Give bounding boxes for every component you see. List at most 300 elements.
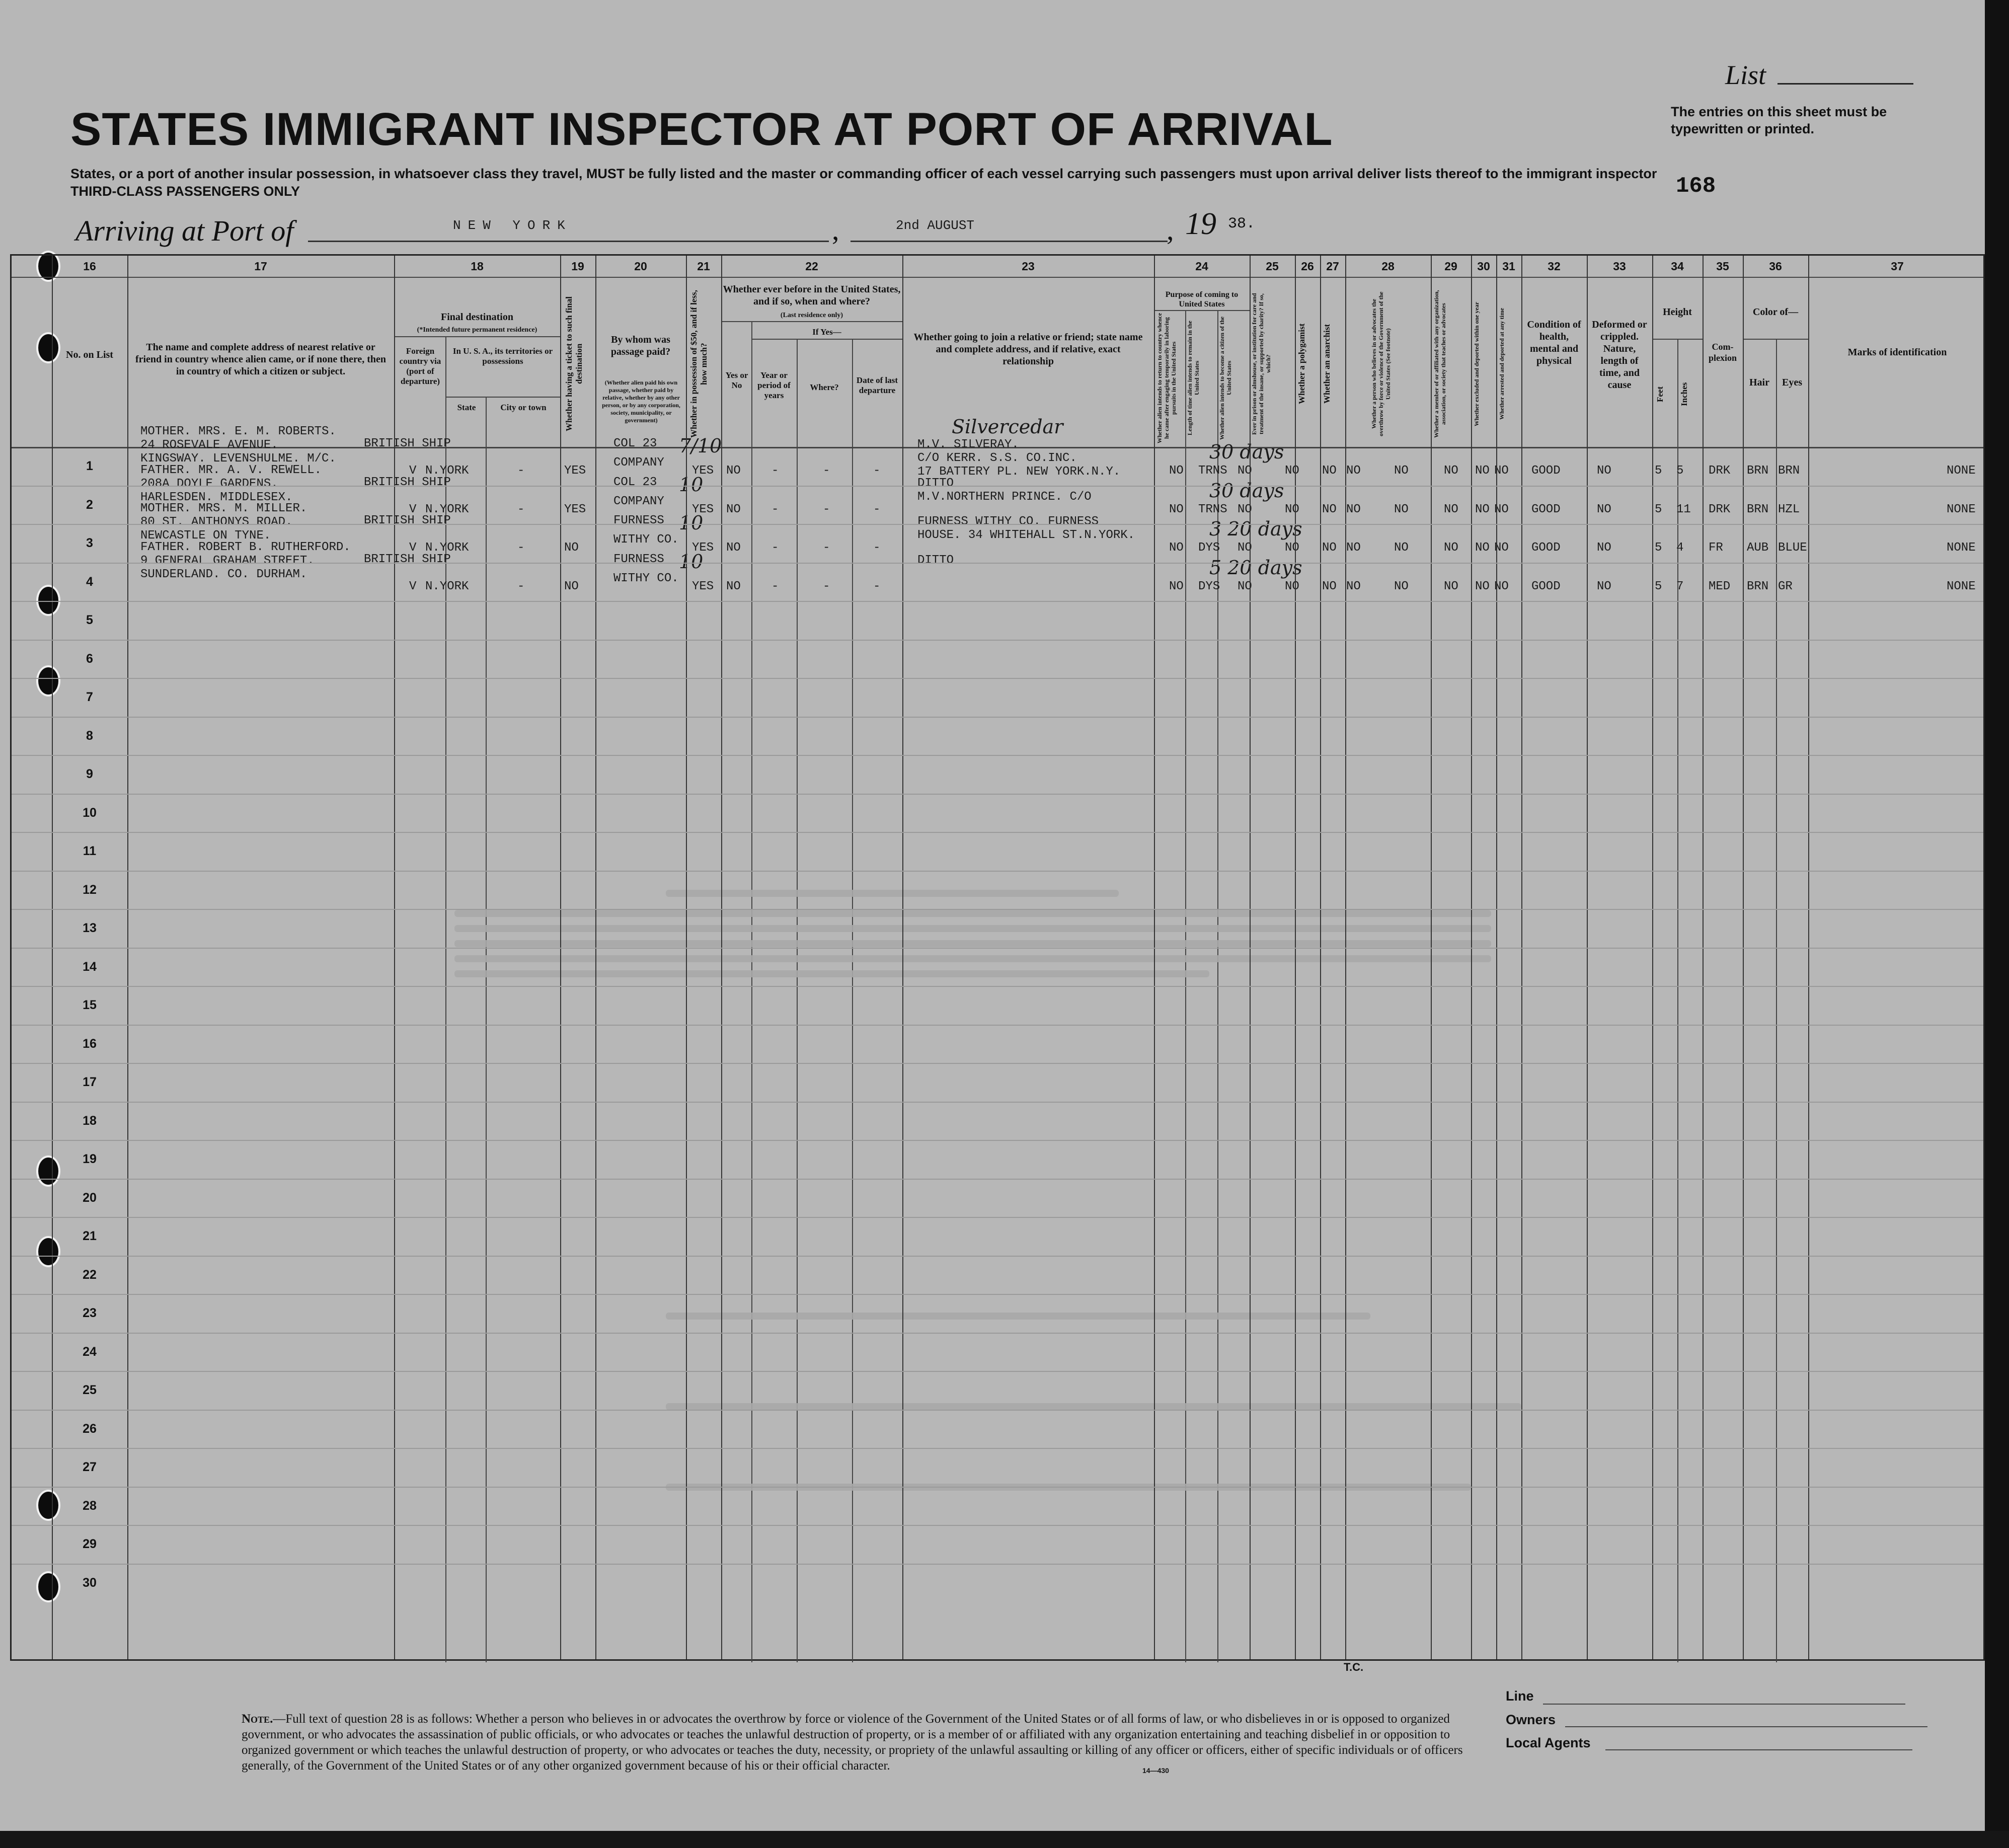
- form-number: 14—430: [1142, 1766, 1169, 1775]
- relative-line: 24 ROSEVALE AVENUE.: [140, 438, 278, 452]
- col-number: 29: [1444, 260, 1457, 273]
- agents-label: Local Agents: [1506, 1735, 1591, 1750]
- list-label: List: [1725, 60, 1766, 90]
- row-number: 9: [86, 767, 93, 782]
- year-period-value: -: [771, 541, 779, 555]
- foreign-country: BRITISH SHIP: [364, 437, 451, 450]
- height-feet: 5: [1655, 579, 1662, 593]
- sub-rule: [1776, 339, 1777, 1662]
- header-purpose-citizen: Whether alien intends to become a citizen of the United States: [1218, 316, 1232, 440]
- sub-rule: [394, 336, 560, 337]
- row-number: 6: [86, 651, 93, 666]
- row-rule: [12, 755, 1983, 756]
- money-value: YES: [692, 464, 714, 478]
- header-prison: Ever in prison or almshouse, or institution for care and treatment of the insane, or supported by charity? If so, which?: [1251, 293, 1272, 435]
- ticket-value: NO: [564, 579, 579, 593]
- row-number: 20: [83, 1190, 97, 1205]
- destination-city: -: [517, 464, 525, 478]
- col-number: 23: [1022, 260, 1035, 273]
- col-number: 37: [1891, 260, 1904, 273]
- q29-value: NO: [1444, 579, 1458, 593]
- money-handwritten: 10: [679, 473, 704, 496]
- height-feet: 5: [1655, 541, 1662, 555]
- where-value: -: [823, 464, 830, 478]
- hair-value: BRN: [1747, 502, 1769, 516]
- departure-value: -: [873, 502, 881, 516]
- marks-value: NONE: [1947, 541, 1976, 555]
- row-number: 14: [83, 959, 97, 974]
- where-value: -: [823, 579, 830, 593]
- row-rule: [12, 1025, 1983, 1026]
- date-line: [851, 241, 1168, 242]
- year-prefix: 19: [1185, 207, 1216, 241]
- bleed-through: [454, 940, 1491, 947]
- relative-line: KINGSWAY. LEVENSHULME. M/C.: [140, 452, 336, 466]
- purpose-citizen: NO: [1238, 502, 1252, 516]
- header-purpose: Purpose of coming to United States: [1165, 290, 1239, 309]
- row-number: 16: [83, 1036, 97, 1051]
- purpose-length: TRNS: [1198, 464, 1227, 478]
- row-number: 15: [83, 998, 97, 1013]
- condition-value: GOOD: [1531, 579, 1561, 593]
- relative-line: MOTHER. MRS. E. M. ROBERTS.: [140, 425, 336, 438]
- header-join-relative: Whether going to join a relative or friend; state name and complete address, and if relative, exact relationship: [913, 332, 1143, 367]
- agents-rule: [1605, 1749, 1912, 1750]
- eyes-value: BLUE: [1778, 541, 1807, 555]
- q31-value: NO: [1494, 502, 1509, 516]
- header-deformed: Deformed or crippled. Nature, length of time, and cause: [1592, 319, 1647, 391]
- header-no-on-list: No. on List: [66, 349, 113, 360]
- header-purpose-return: Whether alien intends to return to country whence he came after engaging temporarily in laboring pursuits in the United States: [1156, 313, 1177, 443]
- condition-value: GOOD: [1531, 464, 1561, 478]
- header-ever-before: Whether ever before in the United States, and if so, when and where?: [723, 284, 901, 307]
- header-where: Where?: [810, 382, 839, 392]
- complexion-value: DRK: [1709, 502, 1731, 516]
- q28-value: NO: [1394, 502, 1409, 516]
- header-passage-note: (Whether alien paid his own passage, whether paid by relative, whether by any other person, or by any corporation, society, municipality, or government): [602, 379, 680, 424]
- sub-rule: [751, 321, 752, 1662]
- purpose-length: DYS: [1198, 541, 1220, 555]
- row-rule: [12, 640, 1983, 641]
- row-number: 23: [83, 1306, 97, 1321]
- header-date-last-departure: Date of last departure: [856, 375, 898, 395]
- relative-line: SUNDERLAND. CO. DURHAM.: [140, 567, 307, 581]
- marks-value: NONE: [1947, 502, 1976, 516]
- header-feet: Feet: [1655, 386, 1665, 402]
- destination-state: N.YORK: [425, 541, 469, 555]
- money-handwritten: 7/10: [679, 435, 722, 457]
- header-final-destination-note: (*Intended future permanent residence): [417, 326, 537, 334]
- port-line: [308, 241, 829, 242]
- eyes-value: HZL: [1778, 502, 1800, 516]
- owners-label: Owners: [1506, 1712, 1556, 1727]
- row-number: 22: [83, 1267, 97, 1282]
- sub-rule: [1743, 339, 1808, 340]
- scan-edge: [1985, 0, 2009, 1848]
- bleed-through: [666, 890, 1119, 897]
- marks-value: NONE: [1947, 464, 1976, 478]
- col-number: 31: [1502, 260, 1515, 273]
- purpose-citizen: NO: [1238, 464, 1252, 478]
- header-yes-or-no: Yes or No: [725, 370, 748, 390]
- height-inches: 5: [1676, 464, 1684, 478]
- header-height: Height: [1663, 306, 1692, 318]
- page-title: STATES IMMIGRANT INSPECTOR AT PORT OF ARRIVAL: [70, 104, 1333, 155]
- header-usa: In U. S. A., its territories or possessions: [452, 346, 553, 366]
- footnote-text: —Full text of question 28 is as follows: Whether a person who believes in or advocates the overthrow by force or violence of the Government of the United States or of all forms of law, or who disbelieves in or is opposed to organized government, or who advocates the assassination of public officials, or who advocates or teaches the unlawful destruction of property, or is a member of or affiliated with any organization entertaining and teaching disbelief in or opposition to organized government or which teaches the unlawful destruction of property, or who advocates or teaches the duty, necessity, or propriety of the unlawful assaulting or killing of any officer or officers, either of specific individuals or of officers generally, of the Government of the United States or of any other organized government because of his or their official character.: [242, 1712, 1463, 1773]
- row-rule: [12, 678, 1983, 679]
- row-rule: [12, 524, 1983, 525]
- complexion-value: FR: [1709, 541, 1723, 555]
- eyes-value: GR: [1778, 579, 1793, 593]
- col-number: 18: [471, 260, 484, 273]
- col-number: 27: [1326, 260, 1339, 273]
- complexion-value: DRK: [1709, 464, 1731, 478]
- purpose-length: DYS: [1198, 579, 1220, 593]
- join-line: M.V. SILVERAY.: [917, 438, 1019, 451]
- relative-line: 80 ST. ANTHONYS ROAD.: [140, 515, 293, 529]
- foreign-country: BRITISH SHIP: [364, 475, 451, 489]
- row-rule: [12, 1179, 1983, 1180]
- header-q31: Whether arrested and deported at any time: [1498, 307, 1505, 420]
- row-rule: [12, 1448, 1983, 1449]
- row-rule: [12, 563, 1983, 564]
- foreign-sub: V: [409, 464, 417, 478]
- passage-line: COL 23: [613, 437, 657, 450]
- q31-value: NO: [1494, 464, 1509, 478]
- ever-before-value: NO: [726, 464, 741, 478]
- sub-rule: [852, 339, 853, 1662]
- purpose-citizen: NO: [1238, 541, 1252, 555]
- relative-line: HARLESDEN. MIDDLESEX.: [140, 490, 293, 504]
- destination-city: -: [517, 502, 525, 516]
- row-number: 12: [83, 882, 97, 897]
- passage-line: WITHY CO.: [613, 571, 679, 585]
- owners-rule: [1565, 1726, 1927, 1727]
- join-line: DITTO: [917, 476, 954, 490]
- condition-value: GOOD: [1531, 502, 1561, 516]
- hair-value: BRN: [1747, 464, 1769, 478]
- class-line: THIRD-CLASS PASSENGERS ONLY: [70, 184, 300, 199]
- ever-before-value: NO: [726, 502, 741, 516]
- money-value: YES: [692, 579, 714, 593]
- passage-line: WITHY CO.: [613, 533, 679, 547]
- row-number: 11: [83, 844, 97, 859]
- relative-line: 9 GENERAL GRAHAM STREET.: [140, 554, 315, 568]
- header-relative: The name and complete address of nearest relative or friend in country whence alien came, or if none there, then in country of which a citizen or subject.: [135, 342, 387, 377]
- ticket-value: YES: [564, 502, 586, 516]
- departure-value: -: [873, 579, 881, 593]
- height-inches: 11: [1676, 502, 1691, 516]
- col-number: 28: [1381, 260, 1395, 273]
- header-ever-before-note: (Last residence only): [780, 312, 843, 319]
- q30-value: NO: [1475, 541, 1490, 555]
- length-handwritten: 5 20 days: [1209, 556, 1302, 579]
- header-q28: Whether a person who believes in or advocates the overthrow by force or violence of the Government of the United States (See footnote): [1370, 291, 1392, 436]
- ever-before-value: NO: [726, 579, 741, 593]
- header-q30: Whether excluded and deported within one year: [1473, 301, 1480, 426]
- join-line: C/O KERR. S.S. CO.INC.: [917, 451, 1077, 465]
- row-rule: [12, 1217, 1983, 1218]
- passage-line: FURNESS: [613, 552, 664, 566]
- sub-rule: [797, 339, 798, 1662]
- row-rule: [12, 1333, 1983, 1334]
- row-rule: [12, 1294, 1983, 1295]
- header-possession-50: Whether in possession of $50, and if less, how much?: [689, 290, 709, 438]
- prison-value: NO: [1285, 541, 1299, 555]
- row-rule: [12, 1487, 1983, 1488]
- q31-value: NO: [1494, 541, 1509, 555]
- foreign-sub: V: [409, 502, 417, 516]
- header-year-period: Year or period of years: [757, 370, 791, 400]
- anarchist-value: NO: [1346, 502, 1361, 516]
- header-inches: Inches: [1679, 382, 1689, 406]
- sub-rule: [751, 339, 902, 340]
- join-line: 17 BATTERY PL. NEW YORK.N.Y.: [917, 465, 1121, 479]
- passage-line: COMPANY: [613, 456, 664, 470]
- row-rule: [12, 1256, 1983, 1257]
- money-value: YES: [692, 541, 714, 555]
- page-subtitle: States, or a port of another insular possession, in whatsoever class they travel, MUST be fully listed and the master or commanding officer of each vessel carrying such passengers must upon arrival deliver lists thereof to the immigrant inspector: [70, 166, 1657, 181]
- purpose-citizen: NO: [1238, 579, 1252, 593]
- sub-rule: [445, 336, 446, 1662]
- year-period-value: -: [771, 502, 779, 516]
- ticket-value: YES: [564, 464, 586, 478]
- bleed-through: [454, 970, 1209, 977]
- height-inches: 4: [1676, 541, 1684, 555]
- row-rule: [12, 832, 1983, 833]
- year-period-value: -: [771, 464, 779, 478]
- destination-city: -: [517, 579, 525, 593]
- row-number: 28: [83, 1498, 97, 1513]
- relative-line: NEWCASTLE ON TYNE.: [140, 529, 271, 543]
- q30-value: NO: [1475, 464, 1490, 478]
- entries-note: The entries on this sheet must be typewritten or printed.: [1671, 104, 1887, 136]
- departure-value: -: [873, 464, 881, 478]
- row-number: 29: [83, 1537, 97, 1552]
- join-line: HOUSE. 34 WHITEHALL ST.N.YORK.: [917, 528, 1135, 542]
- header-eyes: Eyes: [1782, 377, 1802, 388]
- anarchist-value: NO: [1346, 579, 1361, 593]
- sub-rule: [721, 321, 902, 322]
- prison-value: NO: [1285, 502, 1299, 516]
- sub-rule: [445, 397, 560, 398]
- bleed-through: [454, 955, 1491, 962]
- year-suffix: 38.: [1228, 215, 1256, 233]
- row-number: 10: [83, 805, 97, 820]
- passage-line: FURNESS: [613, 514, 664, 527]
- polygamist-value: NO: [1322, 502, 1337, 516]
- row-rule: [12, 1140, 1983, 1141]
- passage-line: COL 23: [613, 475, 657, 489]
- purpose-return: NO: [1169, 541, 1184, 555]
- row-number: 21: [83, 1229, 97, 1244]
- header-anarchist: Whether an anarchist: [1322, 324, 1332, 404]
- join-line: FURNESS WITHY CO. FURNESS: [917, 515, 1099, 528]
- q30-value: NO: [1475, 579, 1490, 593]
- col-number: 21: [697, 260, 710, 273]
- sub-rule: [1677, 339, 1678, 1662]
- deformed-value: NO: [1597, 579, 1611, 593]
- deformed-value: NO: [1597, 464, 1611, 478]
- header-polygamist: Whether a polygamist: [1297, 323, 1306, 405]
- foreign-sub: V: [409, 579, 417, 593]
- relative-line: MOTHER. MRS. M. MILLER.: [140, 502, 307, 515]
- col-number: 25: [1266, 260, 1279, 273]
- comma-mark: ,: [1167, 213, 1174, 246]
- row-number: 25: [83, 1383, 97, 1398]
- header-city: City or town: [500, 403, 547, 412]
- row-rule: [12, 909, 1983, 910]
- row-number: 17: [83, 1075, 97, 1090]
- row-rule: [12, 1525, 1983, 1526]
- year-period-value: -: [771, 579, 779, 593]
- date-value: 2nd AUGUST: [896, 218, 975, 233]
- col-number: 24: [1195, 260, 1208, 273]
- length-handwritten: 30 days: [1209, 479, 1284, 502]
- row-rule: [12, 1371, 1983, 1372]
- length-handwritten: 30 days: [1209, 441, 1284, 463]
- sheet-number: 168: [1676, 174, 1716, 199]
- row-rule: [12, 1102, 1983, 1103]
- header-marks: Marks of identification: [1847, 347, 1947, 358]
- deformed-value: NO: [1597, 502, 1611, 516]
- foreign-sub: V: [409, 541, 417, 555]
- row-rule: [12, 486, 1983, 487]
- row-rule: [12, 986, 1983, 987]
- bleed-through: [454, 925, 1491, 932]
- header-ticket: Whether having a ticket to such final destination: [564, 296, 584, 431]
- join-line: M.V.NORTHERN PRINCE. C/O: [917, 490, 1092, 504]
- comma-mark: ,: [832, 213, 839, 246]
- manifest-table: [10, 254, 1985, 1661]
- header-state: State: [457, 403, 476, 412]
- eyes-value: BRN: [1778, 464, 1800, 478]
- q28-value: NO: [1394, 464, 1409, 478]
- header-if-yes: If Yes—: [812, 327, 841, 337]
- q31-value: NO: [1494, 579, 1509, 593]
- destination-city: -: [517, 541, 525, 555]
- complexion-value: MED: [1709, 579, 1731, 593]
- col-number: 19: [571, 260, 584, 273]
- polygamist-value: NO: [1322, 541, 1337, 555]
- money-value: YES: [692, 502, 714, 516]
- row-number: 24: [83, 1344, 97, 1359]
- tc-mark: T.C.: [1344, 1661, 1364, 1673]
- join-line: DITTO: [917, 553, 954, 567]
- column-number-rule: [12, 277, 1983, 278]
- prison-value: NO: [1285, 464, 1299, 478]
- height-inches: 7: [1676, 579, 1684, 593]
- row-number: 1: [86, 459, 93, 474]
- bleed-through: [454, 910, 1491, 917]
- relative-line: FATHER. MR. A. V. REWELL.: [140, 463, 322, 477]
- hair-value: BRN: [1747, 579, 1769, 593]
- anarchist-value: NO: [1346, 464, 1361, 478]
- header-hair: Hair: [1749, 377, 1769, 388]
- row-number: 4: [86, 574, 93, 589]
- row-number: 7: [86, 690, 93, 705]
- destination-state: N.YORK: [425, 502, 469, 516]
- sub-rule: [486, 397, 487, 1662]
- port-value: NEW YORK: [453, 218, 572, 233]
- destination-state: N.YORK: [425, 579, 469, 593]
- ever-before-value: NO: [726, 541, 741, 555]
- row-number: 27: [83, 1460, 97, 1475]
- q30-value: NO: [1475, 502, 1490, 516]
- q28-value: NO: [1394, 541, 1409, 555]
- line-label: Line: [1506, 1688, 1534, 1704]
- header-condition: Condition of health, mental and physical: [1527, 319, 1581, 366]
- q29-value: NO: [1444, 541, 1458, 555]
- row-rule: [12, 794, 1983, 795]
- height-feet: 5: [1655, 464, 1662, 478]
- list-number-line: [1778, 83, 1913, 85]
- row-rule: [12, 948, 1983, 949]
- col-number: 20: [634, 260, 647, 273]
- row-number: 8: [86, 728, 93, 743]
- destination-state: N.YORK: [425, 464, 469, 478]
- foreign-country: BRITISH SHIP: [364, 552, 451, 566]
- polygamist-value: NO: [1322, 464, 1337, 478]
- relative-line: 208A DOYLE GARDENS.: [140, 477, 278, 491]
- footnote-label: Note.: [242, 1712, 273, 1726]
- purpose-length: TRNS: [1198, 502, 1227, 516]
- purpose-return: NO: [1169, 502, 1184, 516]
- row-rule: [12, 717, 1983, 718]
- height-feet: 5: [1655, 502, 1662, 516]
- col-number: 36: [1769, 260, 1782, 273]
- arriving-label: Arriving at Port of: [75, 214, 294, 247]
- col-number: 26: [1301, 260, 1314, 273]
- row-rule: [12, 1063, 1983, 1064]
- length-handwritten: 3 20 days: [1209, 518, 1302, 540]
- footnote: [242, 1711, 1490, 1774]
- prison-value: NO: [1285, 579, 1299, 593]
- row-number: 30: [83, 1575, 97, 1590]
- header-final-destination: Final destination: [441, 312, 513, 323]
- money-handwritten: 10: [679, 512, 704, 534]
- departure-value: -: [873, 541, 881, 555]
- col-number: 34: [1671, 260, 1684, 273]
- anarchist-value: NO: [1346, 541, 1361, 555]
- polygamist-value: NO: [1322, 579, 1337, 593]
- col-number: 16: [83, 260, 96, 273]
- row-rule: [12, 871, 1983, 872]
- header-purpose-length: Length of time alien intends to remain in the United States: [1186, 321, 1200, 435]
- col-number: 22: [805, 260, 818, 273]
- col-number: 30: [1477, 260, 1490, 273]
- purpose-return: NO: [1169, 579, 1184, 593]
- row-number: 3: [86, 536, 93, 551]
- sub-rule: [1154, 310, 1250, 311]
- row-number: 13: [83, 921, 97, 936]
- where-value: -: [823, 541, 830, 555]
- row-number: 18: [83, 1113, 97, 1128]
- header-color-of: Color of—: [1752, 306, 1799, 318]
- scan-bottom-edge: [0, 1831, 2009, 1848]
- purpose-return: NO: [1169, 464, 1184, 478]
- col-number: 33: [1613, 260, 1626, 273]
- col-number: 32: [1548, 260, 1561, 273]
- q28-value: NO: [1394, 579, 1409, 593]
- bleed-through: [666, 1313, 1370, 1320]
- hair-value: AUB: [1747, 541, 1769, 555]
- q29-value: NO: [1444, 464, 1458, 478]
- header-q29: Whether a member of or affiliated with any organization, association, or society that teaches or advocates: [1433, 290, 1447, 438]
- marks-value: NONE: [1947, 579, 1976, 593]
- foreign-country: BRITISH SHIP: [364, 514, 451, 527]
